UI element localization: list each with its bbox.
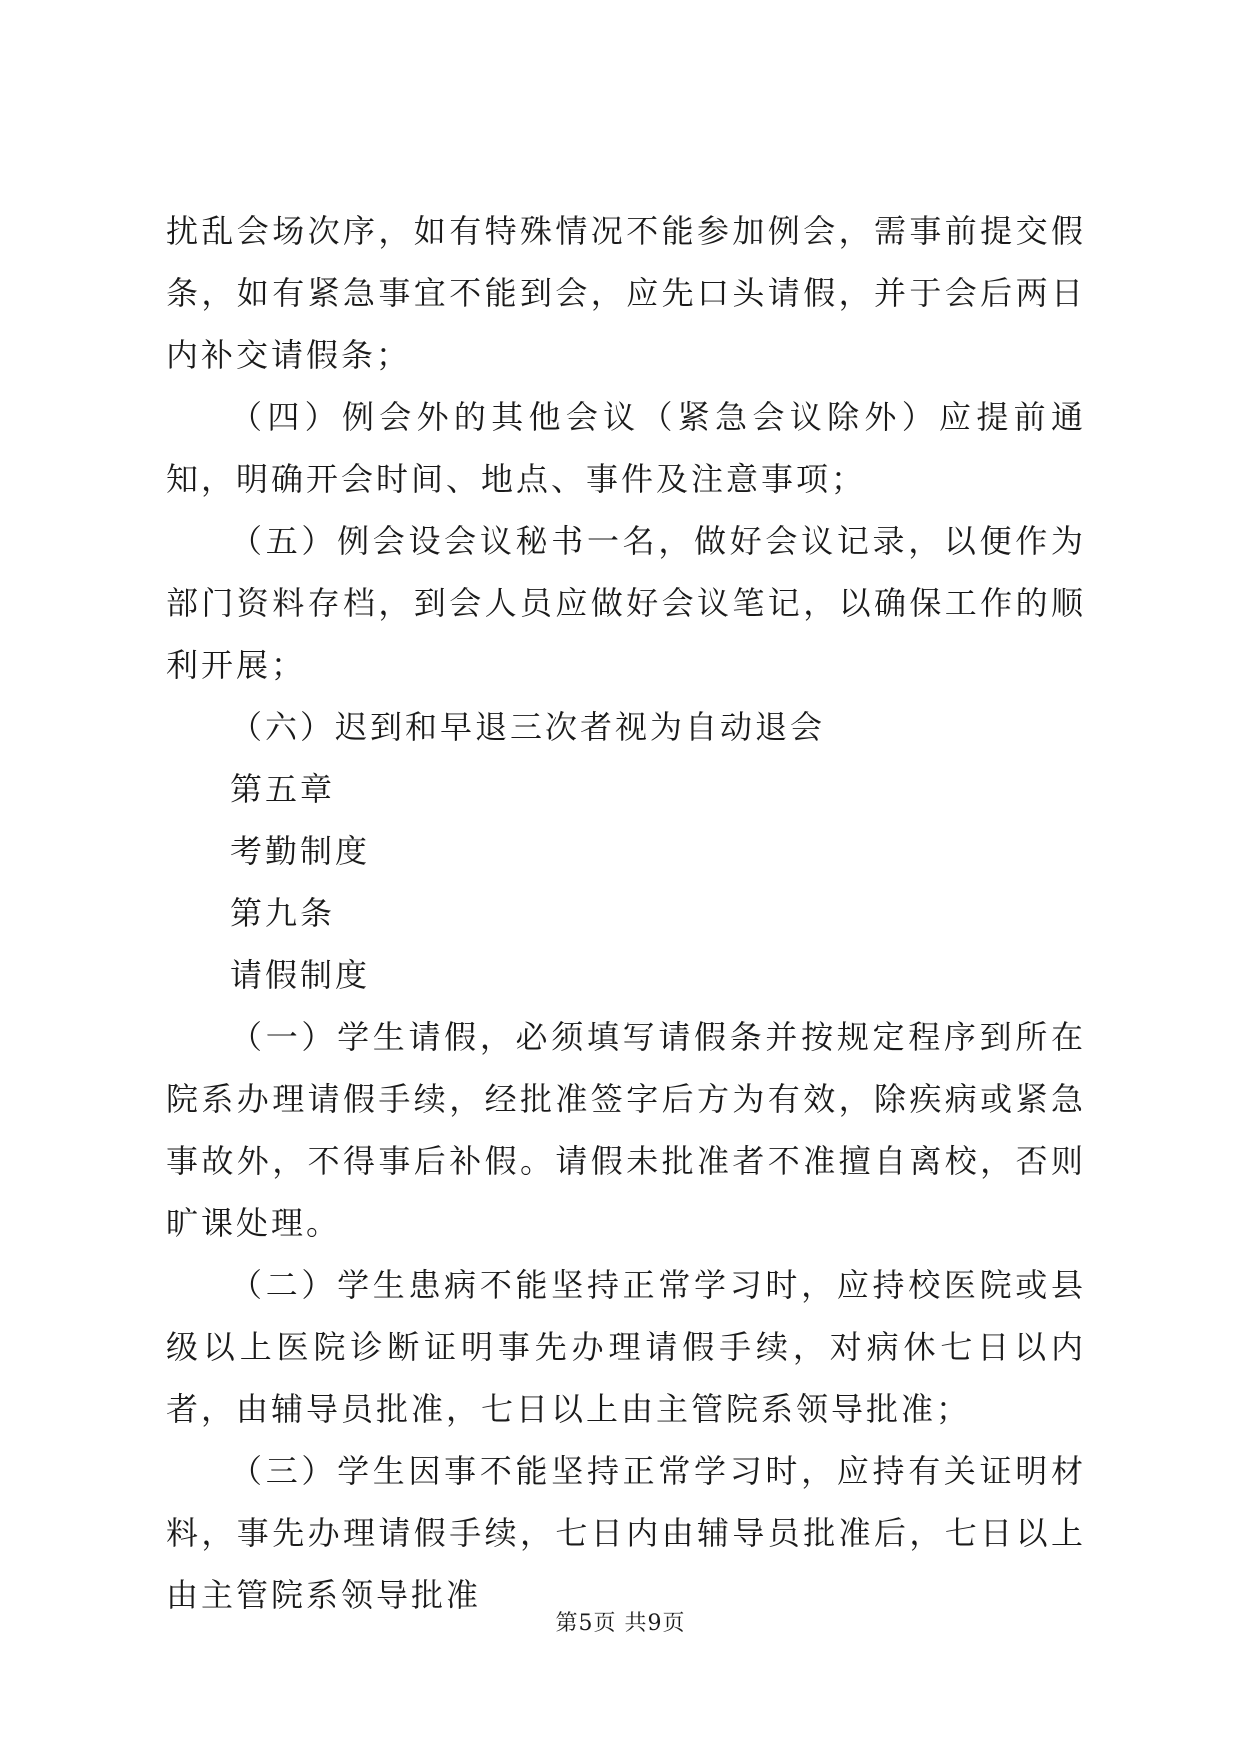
paragraph-item-six: （六）迟到和早退三次者视为自动退会 [230,708,826,746]
paragraph-leave-item-one: （一）学生请假，必须填写请假条并按规定程序到所在院系办理请假手续，经批准签字后方为有效，除疾病或紧急事故外，不得事后补假。请假未批准者不准擅自离校，否则旷课处理。 [166,1018,1086,1242]
chapter-heading: 第五章 [230,770,336,808]
paragraph-meeting-rules-continued: 扰乱会场次序，如有特殊情况不能参加例会，需事前提交假条，如有紧急事宜不能到会，应先口头请假，并于会后两日内补交请假条； [166,212,1086,374]
paragraph-item-five: （五）例会设会议秘书一名，做好会议记录，以便作为部门资料存档，到会人员应做好会议笔记，以确保工作的顺利开展； [166,522,1086,684]
article-heading: 第九条 [230,894,336,932]
chapter-title: 考勤制度 [230,832,371,870]
document-body [166,200,1086,1626]
paragraph-leave-item-two: （二）学生患病不能坚持正常学习时，应持校医院或县级以上医院诊断证明事先办理请假手续，对病休七日以内者，由辅导员批准，七日以上由主管院系领导批准； [166,1266,1086,1428]
article-title: 请假制度 [230,956,371,994]
page-number-footer: 第5页 共9页 [555,1611,686,1636]
paragraph-item-four: （四）例会外的其他会议（紧急会议除外）应提前通知，明确开会时间、地点、事件及注意事项； [166,398,1086,498]
paragraph-leave-item-three: （三）学生因事不能坚持正常学习时，应持有关证明材料，事先办理请假手续，七日内由辅导员批准后，七日以上由主管院系领导批准 [166,1452,1086,1614]
